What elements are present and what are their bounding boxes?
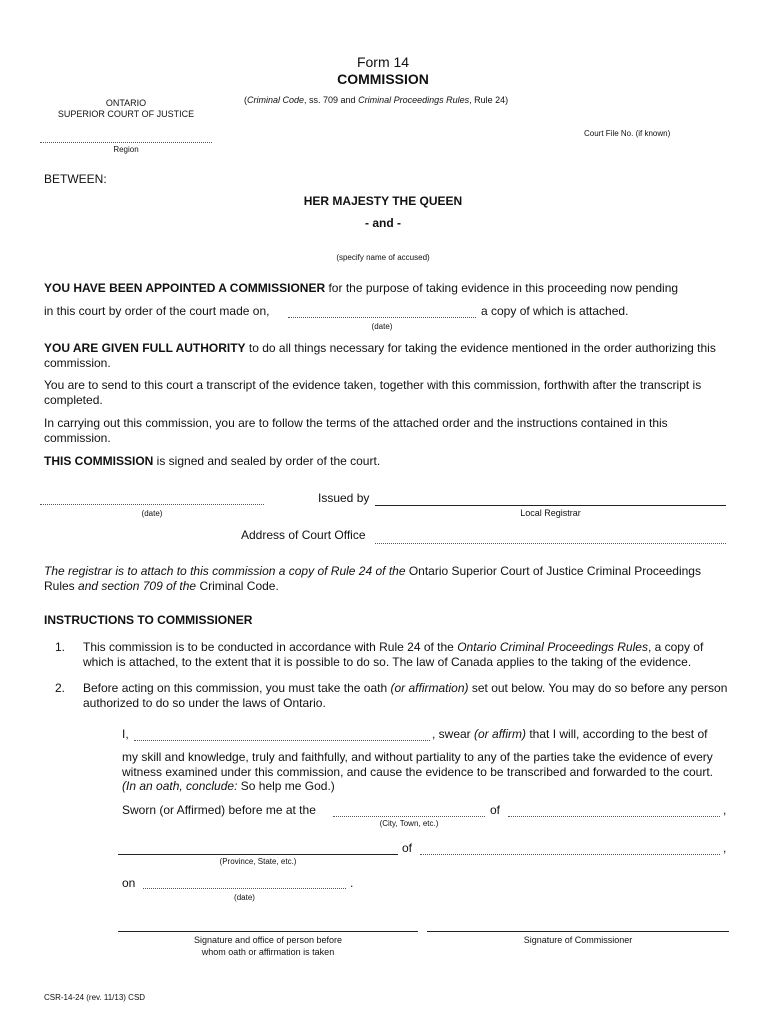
order-date-text: in this court by order of the court made on, [44, 304, 270, 318]
region-label: Region [113, 145, 139, 154]
sworn-before-label: Sworn (or Affirmed) before me at the [122, 803, 316, 817]
instruction-2-text: Before acting on this commission, you must take the oath (or affirmation) set out below. You may do so before any person authorized to do so under the laws of Ontario. [83, 681, 728, 710]
appointment-sentence: YOU HAVE BEEN APPOINTED A COMMISSIONER for the purpose of taking evidence in this proceeding now pending [44, 281, 679, 295]
instructions-heading: INSTRUCTIONS TO COMMISSIONER [44, 613, 253, 627]
crown-party: HER MAJESTY THE QUEEN [303, 194, 463, 208]
comma-1: , [723, 803, 727, 817]
oath-date-hint: (date) [234, 893, 255, 902]
commissioner-signature-label: Signature of Commissioner [523, 935, 633, 945]
issued-by-label: Issued by [318, 491, 370, 505]
form-number: Form 14 [356, 54, 410, 70]
oath-date-field[interactable] [143, 888, 346, 889]
oath-body-text: my skill and knowledge, truly and faithfully, and without partiality to any of the parties take the evidence of every witness examined under this commission, and cause the evidence to be transcribed and forwarded to the court. (In an oath, conclude: So help me God.) [122, 750, 713, 793]
court-name-ontario: ONTARIO [105, 98, 147, 108]
province-hint: (Province, State, etc.) [219, 857, 297, 866]
and-separator: - and - [365, 216, 401, 230]
transcript-paragraph: You are to send to this court a transcript of the evidence taken, together with this commission, forthwith after the transcript is completed. [44, 378, 702, 407]
local-registrar-label: Local Registrar [520, 508, 581, 518]
commissioner-name-field[interactable] [134, 740, 430, 741]
oath-taker-signature-label-2: whom oath or affirmation is taken [201, 947, 335, 957]
sealed-paragraph: THIS COMMISSION is signed and sealed by order of the court. [44, 454, 381, 468]
court-file-label: Court File No. (if known) [584, 129, 671, 138]
commissioner-signature-line[interactable] [427, 931, 729, 932]
court-address-label: Address of Court Office [241, 528, 366, 542]
oath-taker-signature-line[interactable] [118, 931, 418, 932]
form-citation: (Criminal Code, ss. 709 and Criminal Proceedings Rules, Rule 24) [244, 95, 509, 105]
city-of-field[interactable] [508, 816, 720, 817]
order-date-field[interactable] [288, 317, 476, 318]
court-name-superior: SUPERIOR COURT OF JUSTICE [57, 109, 195, 119]
order-date-hint: (date) [371, 322, 393, 331]
of-label-2: of [402, 841, 413, 855]
authority-paragraph: YOU ARE GIVEN FULL AUTHORITY to do all things necessary for taking the evidence mentioned in the order authorizing this commission. [44, 341, 716, 370]
city-hint: (City, Town, etc.) [379, 819, 439, 828]
period: . [350, 876, 354, 890]
region-field[interactable] [40, 142, 212, 143]
province-field[interactable] [118, 854, 398, 855]
copy-attached-text: a copy of which is attached. [481, 304, 629, 318]
between-label: BETWEEN: [44, 172, 107, 186]
on-label: on [122, 876, 136, 890]
issue-date-hint: (date) [141, 509, 163, 518]
instruction-1-text: This commission is to be conducted in accordance with Rule 24 of the Ontario Criminal Proceedings Rules, a copy of which is attached, to the extent that it is possible to do so. The law of Canada applies to the taking of the evidence. [83, 640, 704, 669]
issue-date-field[interactable] [40, 504, 264, 505]
court-address-field[interactable] [375, 543, 726, 544]
instruction-2-number: 2. [55, 681, 66, 695]
accused-hint: (specify name of accused) [336, 253, 430, 262]
oath-swear-text: , swear (or affirm) that I will, according to the best of [432, 727, 708, 741]
instruction-1-number: 1. [55, 640, 66, 654]
registrar-signature-line[interactable] [375, 505, 726, 506]
oath-taker-signature-label-1: Signature and office of person before [194, 935, 342, 945]
form-code: CSR-14-24 (rev. 11/13) CSD [44, 993, 146, 1002]
of-label-1: of [490, 803, 501, 817]
oath-i-label: I, [122, 727, 129, 741]
terms-paragraph: In carrying out this commission, you are to follow the terms of the attached order and the instructions contained in this commission. [44, 416, 668, 445]
registrar-note: The registrar is to attach to this commission a copy of Rule 24 of the Ontario Superior Court of Justice Criminal Proceedings Rules and section 709 of the Criminal Code. [44, 564, 701, 593]
city-field[interactable] [333, 816, 485, 817]
form-title: COMMISSION [337, 71, 429, 87]
comma-2: , [723, 841, 727, 855]
country-field[interactable] [420, 854, 720, 855]
